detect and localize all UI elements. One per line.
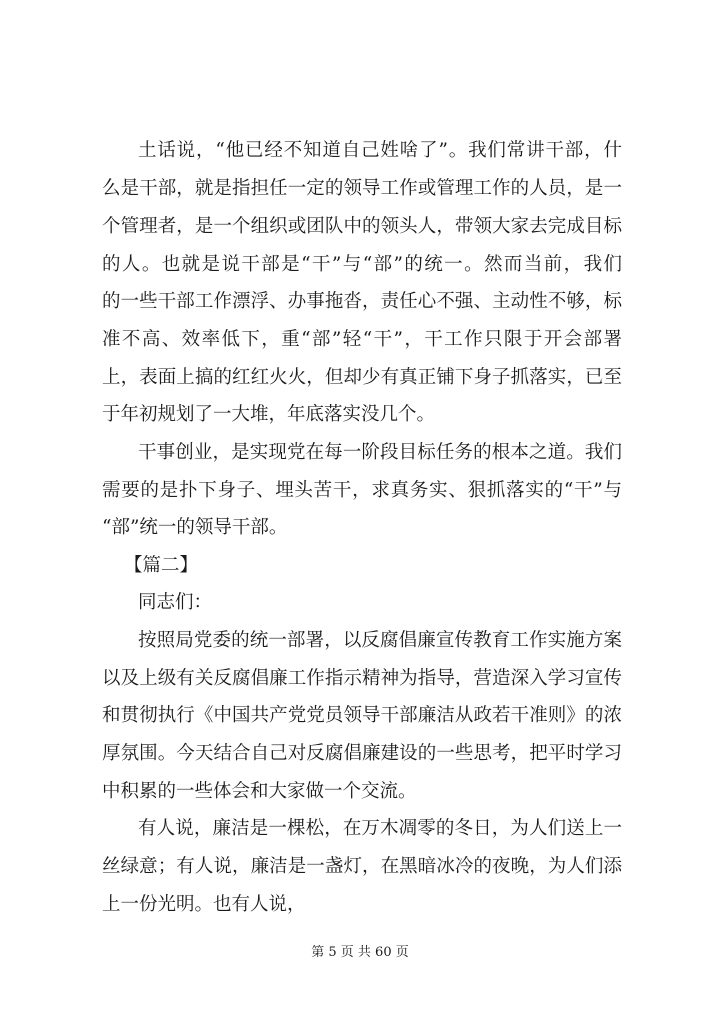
text-line: 中积累的一些体会和大家做一个交流。 bbox=[102, 781, 417, 802]
text-line: 和贯彻执行《中国共产党党员领导干部廉洁从政若干准则》的浓 bbox=[102, 705, 622, 726]
text-line: 上一份光明。也有人说， bbox=[102, 894, 306, 915]
text-line: 需要的是扑下身子、埋头苦干，求真务实、狠抓落实的“干”与 bbox=[102, 480, 622, 501]
text-line: 的一些干部工作漂浮、办事拖沓，责任心不强、主动性不够，标 bbox=[102, 291, 622, 312]
text-line: 干事创业，是实现党在每一阶段目标任务的根本之道。我们 bbox=[138, 442, 622, 463]
text-line: 上，表面上搞的红红火火，但却少有真正铺下身子抓落实，已至 bbox=[102, 367, 622, 388]
text-line: 么是干部，就是指担任一定的领导工作或管理工作的人员，是一 bbox=[102, 178, 622, 199]
text-line: 的人。也就是说干部是“干”与“部”的统一。然而当前，我们 bbox=[102, 254, 622, 275]
text-line: 丝绿意；有人说，廉洁是一盏灯，在黑暗冰冷的夜晚，为人们添 bbox=[102, 856, 622, 877]
text-line: 准不高、效率低下，重“部”轻“干”，干工作只限于开会部署 bbox=[102, 329, 622, 350]
text-line: 厚氛围。今天结合自己对反腐倡廉建设的一些思考，把平时学习 bbox=[102, 743, 622, 764]
salutation: 同志们： bbox=[138, 592, 213, 613]
page-number-footer: 第 5 页 共 60 页 bbox=[311, 945, 409, 960]
text-line: 于年初规划了一大堆，年底落实没几个。 bbox=[102, 404, 436, 425]
text-line: 按照局党委的统一部署，以反腐倡廉宣传教育工作实施方案 bbox=[138, 630, 622, 651]
text-line: 有人说，廉洁是一棵松，在万木凋零的冬日，为人们送上一 bbox=[138, 818, 622, 839]
section-heading: 【篇二】 bbox=[124, 555, 199, 576]
text-line: 土话说，“他已经不知道自己姓啥了”。我们常讲干部，什 bbox=[138, 140, 622, 161]
text-line: 以及上级有关反腐倡廉工作指示精神为指导，营造深入学习宣传 bbox=[102, 668, 622, 689]
text-line: “部”统一的领导干部。 bbox=[102, 517, 288, 538]
text-line: 个管理者，是一个组织或团队中的领头人，带领大家去完成目标 bbox=[102, 216, 622, 237]
